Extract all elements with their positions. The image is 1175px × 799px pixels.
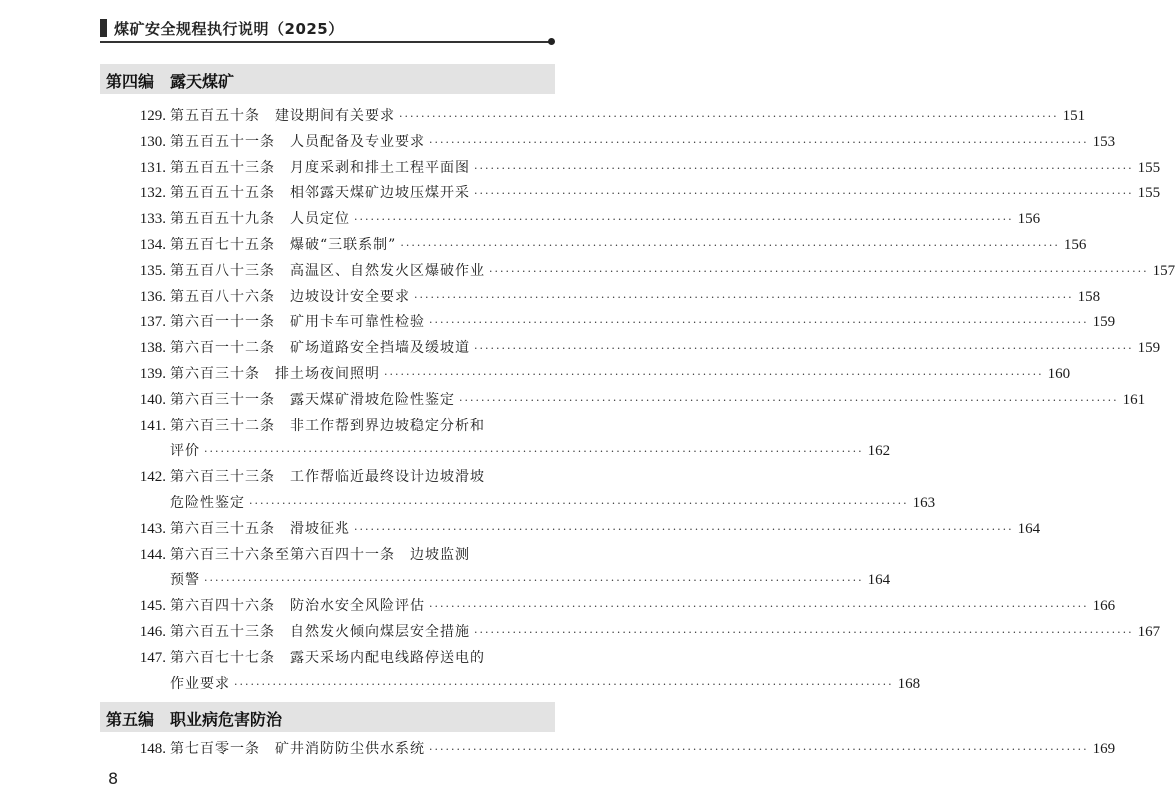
dot-leader: ························································································································ <box>234 678 894 691</box>
entry-number: 133. <box>139 211 166 227</box>
entry-page-number: 155 <box>1137 185 1161 201</box>
toc-entry-line[interactable] <box>100 181 1161 206</box>
entry-title: 第六百五十三条 自然发火倾向煤层安全措施 <box>170 624 470 640</box>
entry-page-number: 155 <box>1137 160 1161 176</box>
entry-title: 第五百五十五条 相邻露天煤矿边坡压煤开采 <box>170 185 470 201</box>
entry-number: 132. <box>139 185 166 201</box>
dot-leader: ························································································································ <box>399 110 1059 123</box>
dot-leader: ························································································································ <box>249 497 909 510</box>
entry-page-number: 161 <box>1122 392 1146 408</box>
entry-number: 143. <box>139 521 166 537</box>
entry-number: 144. <box>139 547 166 563</box>
entry-page-number: 164 <box>867 572 891 588</box>
dot-leader: ························································································································ <box>429 136 1089 149</box>
entry-number: 142. <box>139 469 166 485</box>
entry-number: 147. <box>139 650 166 666</box>
entry-title: 第五百八十三条 高温区、自然发火区爆破作业 <box>170 263 485 279</box>
dot-leader: ························································································································ <box>429 600 1089 613</box>
dot-leader: ························································································································ <box>474 626 1134 639</box>
section-heading-bar <box>100 64 555 94</box>
toc-entry-line[interactable] <box>100 156 1161 181</box>
toc-entry-line[interactable] <box>100 362 1071 387</box>
page-number: 8 <box>108 769 119 788</box>
entry-title: 第六百三十二条 非工作帮到界边坡稳定分析和 <box>170 418 485 434</box>
toc-entry-line[interactable] <box>100 285 1101 310</box>
entry-title: 第五百五十九条 人员定位 <box>170 211 350 227</box>
entry-number: 139. <box>139 366 166 382</box>
entry-page-number: 156 <box>1063 237 1087 253</box>
dot-leader: ························································································································ <box>400 239 1060 252</box>
entry-title: 第六百三十六条至第六百四十一条 边坡监测 <box>170 547 470 563</box>
entry-page-number: 168 <box>897 676 921 692</box>
book-title: 煤矿安全规程执行说明（2025） <box>114 20 344 38</box>
section-heading-bar <box>100 702 555 732</box>
dot-leader: ························································································································ <box>429 743 1089 756</box>
entry-page-number: 163 <box>912 495 936 511</box>
header-marker <box>100 19 107 37</box>
toc-entry-line[interactable] <box>100 517 1041 542</box>
entry-title: 第六百三十三条 工作帮临近最终设计边坡滑坡 <box>170 469 485 485</box>
entry-title: 第五百五十三条 月度采剥和排土工程平面图 <box>170 160 470 176</box>
toc-entry-line[interactable] <box>100 414 555 439</box>
toc-entry-line[interactable] <box>100 259 1175 284</box>
entry-title: 第六百四十六条 防治水安全风险评估 <box>170 598 425 614</box>
entry-number: 138. <box>139 340 166 356</box>
toc-entry-line[interactable] <box>100 130 1116 155</box>
entry-page-number: 166 <box>1092 598 1116 614</box>
toc-entry-line[interactable] <box>100 543 555 568</box>
entry-title: 第五百五十一条 人员配备及专业要求 <box>170 134 425 150</box>
section-heading: 第五编 职业病危害防治 <box>106 710 283 729</box>
toc-entry-line[interactable] <box>100 310 1116 335</box>
dot-leader: ························································································································ <box>414 291 1074 304</box>
toc-entry-line[interactable] <box>100 568 891 593</box>
entry-page-number: 159 <box>1137 340 1161 356</box>
entry-title: 第五百七十五条 爆破“三联系制” <box>170 237 397 253</box>
entry-title: 第六百三十五条 滑坡征兆 <box>170 521 350 537</box>
entry-title: 评价 <box>170 443 200 459</box>
dot-leader: ························································································································ <box>459 394 1119 407</box>
toc-entry-line[interactable] <box>100 388 1146 413</box>
toc-entry-line[interactable] <box>100 104 1086 129</box>
entry-number: 148. <box>139 741 166 757</box>
header-rule-dot <box>548 38 555 45</box>
dot-leader: ························································································································ <box>204 574 864 587</box>
dot-leader: ························································································································ <box>354 213 1014 226</box>
toc-entry-line[interactable] <box>100 594 1116 619</box>
toc-entry-line[interactable] <box>100 737 1116 762</box>
entry-number: 129. <box>139 108 166 124</box>
dot-leader: ························································································································ <box>474 187 1134 200</box>
entry-number: 140. <box>139 392 166 408</box>
toc-entry-line[interactable] <box>100 207 1041 232</box>
entry-number: 136. <box>139 289 166 305</box>
entry-page-number: 156 <box>1017 211 1041 227</box>
entry-number: 134. <box>139 237 166 253</box>
section-heading: 第四编 露天煤矿 <box>106 72 235 91</box>
dot-leader: ························································································································ <box>474 342 1134 355</box>
entry-title: 第六百七十七条 露天采场内配电线路停送电的 <box>170 650 485 666</box>
entry-page-number: 164 <box>1017 521 1041 537</box>
entry-page-number: 160 <box>1047 366 1071 382</box>
header-rule <box>100 41 549 43</box>
entry-title: 第五百八十六条 边坡设计安全要求 <box>170 289 410 305</box>
toc-entry-line[interactable] <box>100 620 1161 645</box>
dot-leader: ························································································································ <box>489 265 1149 278</box>
entry-title: 第六百一十一条 矿用卡车可靠性检验 <box>170 314 425 330</box>
entry-title: 第六百一十二条 矿场道路安全挡墙及缓坡道 <box>170 340 470 356</box>
toc-entry-line[interactable] <box>100 646 555 671</box>
toc-entry-line[interactable] <box>100 672 921 697</box>
toc-entry-line[interactable] <box>100 233 1087 258</box>
toc-entry-line[interactable] <box>100 336 1161 361</box>
dot-leader: ························································································································ <box>354 523 1014 536</box>
entry-number: 137. <box>139 314 166 330</box>
entry-title: 预警 <box>170 572 200 588</box>
entry-number: 141. <box>139 418 166 434</box>
running-header <box>100 16 555 42</box>
entry-number: 146. <box>139 624 166 640</box>
entry-page-number: 151 <box>1062 108 1086 124</box>
toc-entry-line[interactable] <box>100 491 936 516</box>
dot-leader: ························································································································ <box>204 445 864 458</box>
entry-page-number: 153 <box>1092 134 1116 150</box>
entry-page-number: 169 <box>1092 741 1116 757</box>
entry-title: 作业要求 <box>170 676 230 692</box>
dot-leader: ························································································································ <box>384 368 1044 381</box>
entry-title: 第七百零一条 矿井消防防尘供水系统 <box>170 741 425 757</box>
toc-entry-line[interactable] <box>100 439 891 464</box>
entry-title: 第六百三十条 排土场夜间照明 <box>170 366 380 382</box>
entry-number: 131. <box>139 160 166 176</box>
entry-title: 危险性鉴定 <box>170 495 245 511</box>
entry-page-number: 167 <box>1137 624 1161 640</box>
entry-page-number: 157 <box>1152 263 1175 279</box>
toc-entry-line[interactable] <box>100 465 555 490</box>
entry-page-number: 159 <box>1092 314 1116 330</box>
entry-page-number: 158 <box>1077 289 1101 305</box>
dot-leader: ························································································································ <box>474 162 1134 175</box>
entry-number: 135. <box>139 263 166 279</box>
entry-number: 130. <box>139 134 166 150</box>
entry-title: 第五百五十条 建设期间有关要求 <box>170 108 395 124</box>
entry-title: 第六百三十一条 露天煤矿滑坡危险性鉴定 <box>170 392 455 408</box>
dot-leader: ························································································································ <box>429 316 1089 329</box>
entry-number: 145. <box>139 598 166 614</box>
entry-page-number: 162 <box>867 443 891 459</box>
